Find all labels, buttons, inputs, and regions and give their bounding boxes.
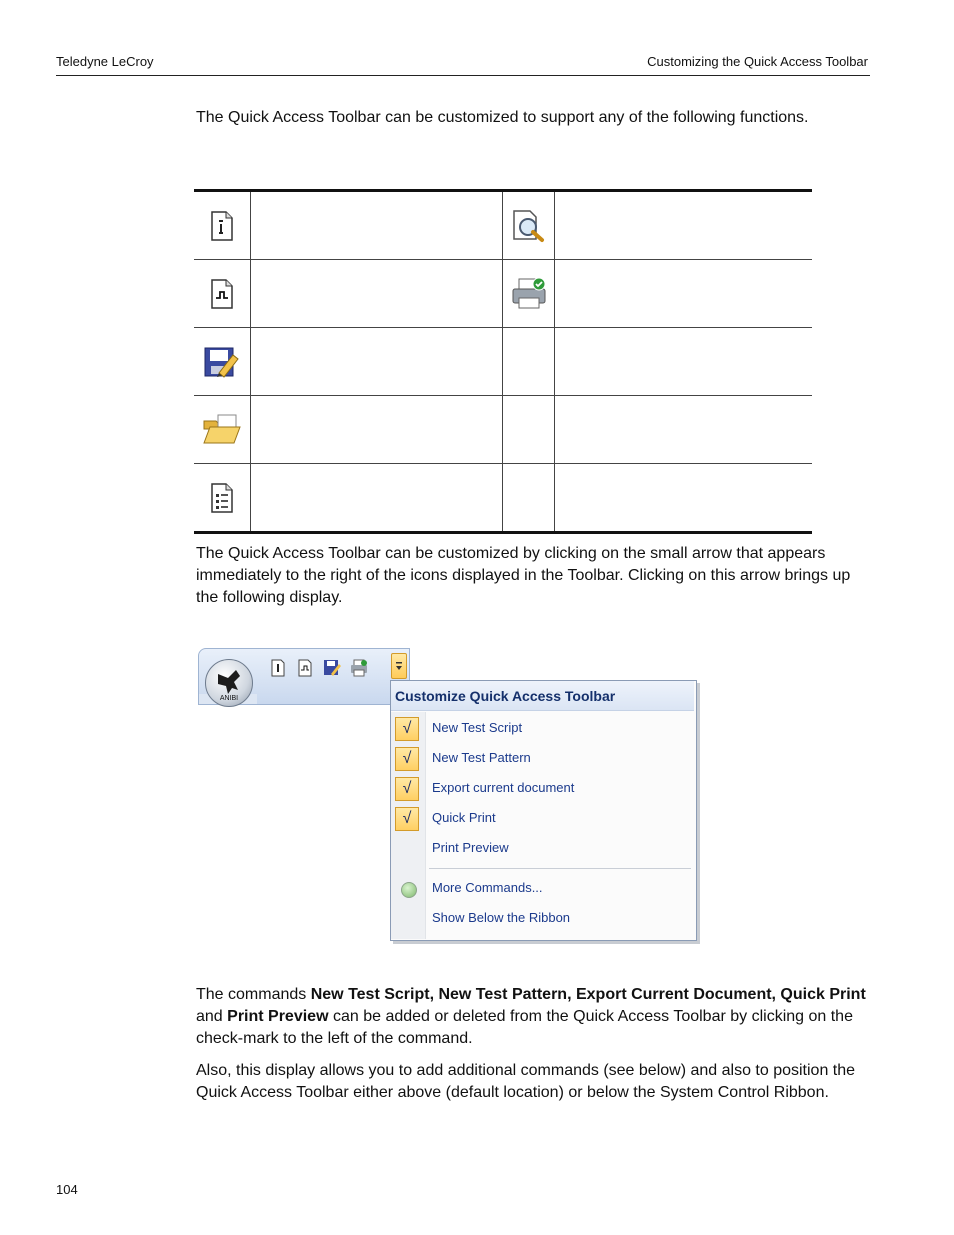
export-document-icon[interactable] xyxy=(323,659,341,677)
menu-item-label: Export current document xyxy=(432,780,575,795)
application-button[interactable] xyxy=(205,659,253,707)
new-script-icon xyxy=(208,210,236,242)
new-script-icon[interactable] xyxy=(269,659,287,677)
check-icon[interactable]: √ xyxy=(395,777,419,801)
new-pattern-icon xyxy=(208,278,236,310)
menu-item-label: New Test Script xyxy=(432,720,523,735)
table-row xyxy=(194,328,812,396)
check-icon[interactable]: √ xyxy=(395,807,419,831)
customize-menu xyxy=(390,680,697,941)
list-document-icon xyxy=(208,482,236,514)
menu-item-quick-print[interactable] xyxy=(391,805,694,833)
more-commands-icon xyxy=(401,882,417,898)
table-row xyxy=(194,260,812,328)
commands-paragraph: The commands New Test Script, New Test Pattern, Export Current Document, Quick Print and Print Preview can be added or deleted from the Quick Access Toolbar by clicking on the check-mark to the left of the command. xyxy=(196,986,866,1047)
customize-toolbar-dropdown-button[interactable] xyxy=(391,653,407,679)
print-preview-icon xyxy=(511,209,547,243)
menu-item-label: More Commands... xyxy=(432,880,543,895)
menu-item-label: Show Below the Ribbon xyxy=(432,910,571,925)
eagle-logo-icon xyxy=(206,660,252,706)
header-rule xyxy=(56,75,870,76)
quick-print-icon[interactable] xyxy=(350,659,368,677)
header-right: Customizing the Quick Access Toolbar xyxy=(647,54,868,69)
menu-item-export-current-document[interactable] xyxy=(391,775,694,803)
menu-item-label: Print Preview xyxy=(432,840,509,855)
table-row xyxy=(194,191,812,260)
check-icon[interactable]: √ xyxy=(395,747,419,771)
menu-item-label: New Test Pattern xyxy=(432,750,531,765)
menu-item-new-test-pattern[interactable] xyxy=(391,745,694,773)
table-row xyxy=(194,396,812,464)
table-row xyxy=(194,464,812,533)
open-folder-icon xyxy=(202,413,242,447)
functions-table xyxy=(194,189,812,534)
menu-item-print-preview[interactable] xyxy=(391,835,694,863)
menu-item-new-test-script[interactable] xyxy=(391,715,694,743)
quick-access-toolbar xyxy=(198,648,410,705)
check-icon[interactable]: √ xyxy=(395,717,419,741)
menu-item-label: Quick Print xyxy=(432,810,496,825)
menu-item-show-below-ribbon[interactable] xyxy=(391,905,694,933)
toolbar-screenshot xyxy=(198,648,698,941)
new-pattern-icon[interactable] xyxy=(296,659,314,677)
menu-item-more-commands[interactable] xyxy=(391,875,694,903)
export-document-icon xyxy=(203,345,241,379)
page-number: 104 xyxy=(56,1182,78,1197)
menu-separator xyxy=(429,868,691,869)
quick-print-icon xyxy=(510,276,548,312)
position-paragraph: Also, this display allows you to add additional commands (see below) and also to position the Quick Access Toolbar either above (default location) or below the System Control Ribbon. xyxy=(196,1062,856,1101)
intro-paragraph: The Quick Access Toolbar can be customized to support any of the following functions. xyxy=(196,109,809,126)
menu-title: Customize Quick Access Toolbar xyxy=(391,681,694,711)
header-left: Teledyne LeCroy xyxy=(56,54,154,69)
logo-text: ANIBI xyxy=(219,695,239,702)
customize-paragraph: The Quick Access Toolbar can be customized by clicking on the small arrow that appears immediately to the right of the icons displayed in the Toolbar. Clicking on this arrow brings up the following display. xyxy=(196,545,851,606)
chevron-down-icon xyxy=(392,654,406,678)
